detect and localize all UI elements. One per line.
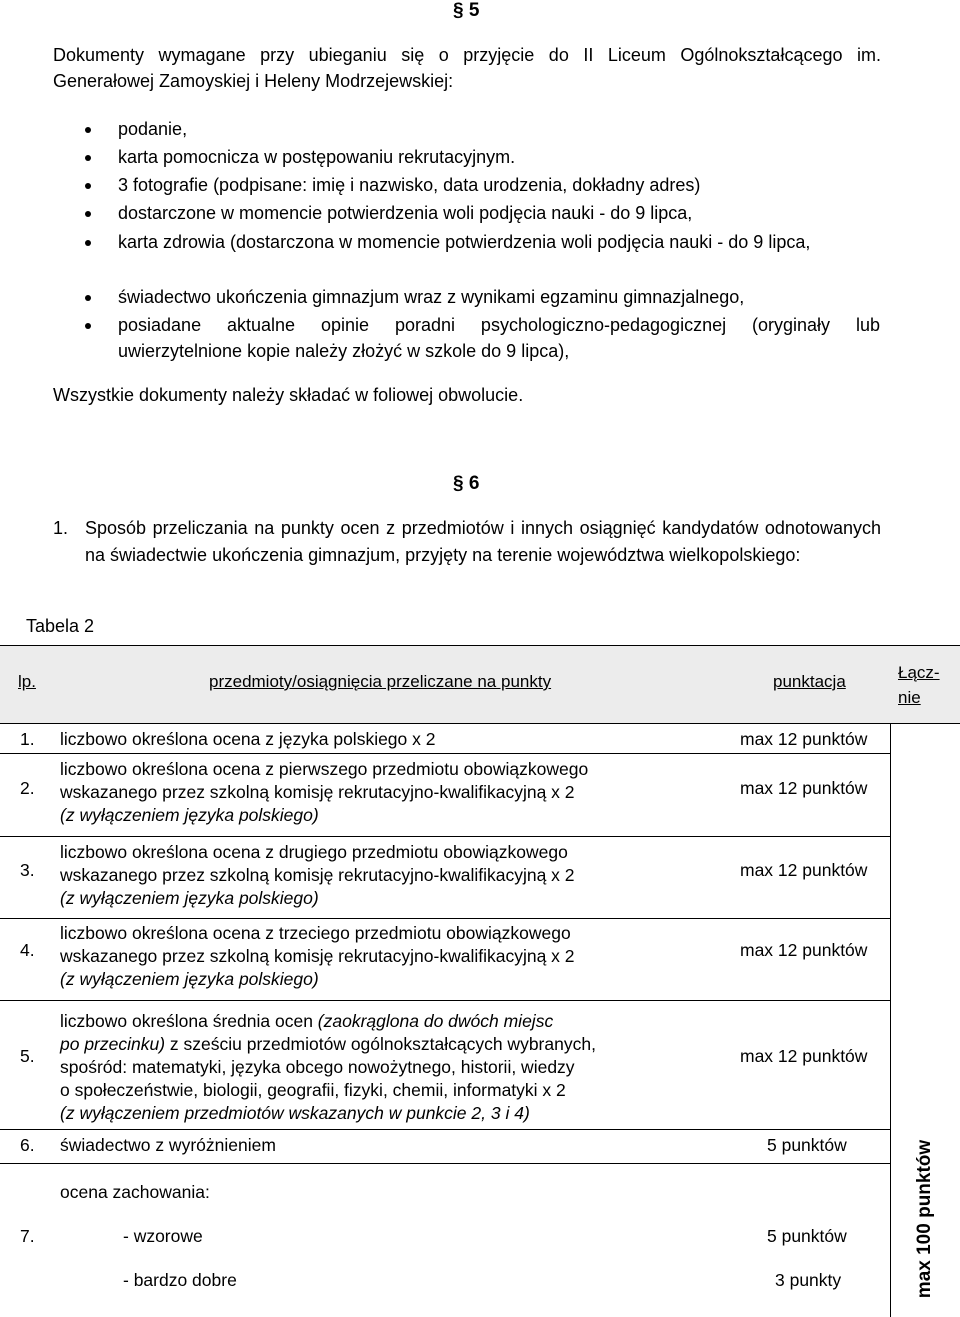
row-number: 6. xyxy=(20,1135,35,1155)
row-text-line: liczbowo określona ocena z pierwszego przedmiotu obowiązkowego xyxy=(60,759,589,779)
row-text-line: wskazanego przez szkolną komisję rekrutacyjno-kwalifikacyjną x 2 xyxy=(60,946,575,966)
row-text: świadectwo z wyróżnieniem xyxy=(60,1135,276,1155)
row-text: liczbowo określona ocena z języka polskiego x 2 xyxy=(60,729,436,749)
row-text-part: po przecinku) xyxy=(60,1034,166,1054)
row-text-line: o społeczeństwie, biologii, geografii, fizyki, chemii, informatyki x 2 xyxy=(60,1080,566,1100)
header-total-line: nie xyxy=(898,688,921,707)
point-text: Sposób przeliczania na punkty ocen z przedmiotów i innych osiągnięć kandydatów odnotowanych na świadectwie ukończenia gimnazjum, przyjęty na terenie województwa wielkopolskiego: xyxy=(85,518,881,565)
row-divider xyxy=(0,836,890,837)
row-points: max 12 punktów xyxy=(740,729,868,749)
row-text xyxy=(60,1010,596,1125)
table-caption: Tabela 2 xyxy=(26,616,95,636)
row-text-line: (z wyłączeniem języka polskiego) xyxy=(60,805,319,825)
row-number: 1. xyxy=(20,729,35,749)
header-subjects: przedmioty/osiągnięcia przeliczane na punkty xyxy=(209,672,552,691)
row-divider xyxy=(0,918,890,919)
row-text-part: z sześciu przedmiotów ogólnokształcących wybranych, xyxy=(165,1034,596,1054)
document-item: 3 fotografie (podpisane: imię i nazwisko, data urodzenia, dokładny adres) xyxy=(118,175,701,195)
row-points: max 12 punktów xyxy=(740,940,868,960)
section-6-heading: § 6 xyxy=(453,473,480,494)
section-5-closing: Wszystkie dokumenty należy składać w foliowej obwolucie. xyxy=(53,385,524,405)
bullet-icon xyxy=(85,323,91,329)
row-points: 5 punktów xyxy=(767,1135,847,1155)
header-total xyxy=(898,660,940,710)
point-number: 1. xyxy=(53,518,69,538)
section-5-heading: § 5 xyxy=(453,0,480,21)
table-border xyxy=(0,723,960,724)
row-text xyxy=(60,758,588,827)
row-text xyxy=(60,922,575,991)
row-number: 7. xyxy=(20,1226,35,1246)
row-text-line xyxy=(60,1010,596,1033)
document-item: karta zdrowia (dostarczona w momencie potwierdzenia woli podjęcia nauki - do 9 lipca, xyxy=(118,232,811,252)
row-title: ocena zachowania: xyxy=(60,1182,210,1202)
row-text-line: wskazanego przez szkolną komisję rekrutacyjno-kwalifikacyjną x 2 xyxy=(60,782,575,802)
row-divider xyxy=(0,1129,890,1130)
table-border xyxy=(0,645,960,646)
bullet-icon xyxy=(85,240,91,246)
row-text-line: (z wyłączeniem języka polskiego) xyxy=(60,888,319,908)
row-divider xyxy=(0,1163,890,1164)
row-text-part: liczbowo określona średnia ocen xyxy=(60,1011,318,1031)
row-points: max 12 punktów xyxy=(740,1046,868,1066)
row-points: 5 punktów xyxy=(767,1226,847,1246)
conduct-grade: - bardzo dobre xyxy=(123,1270,237,1290)
document-item: karta pomocnicza w postępowaniu rekrutacyjnym. xyxy=(118,147,516,167)
row-divider xyxy=(0,753,890,754)
row-text-line: liczbowo określona ocena z trzeciego przedmiotu obowiązkowego xyxy=(60,923,571,943)
section-5-intro: Dokumenty wymagane przy ubieganiu się o przyjęcie do II Liceum Ogólnokształcącego im. Generałowej Zamoyskiej i Heleny Modrzejewskiej: xyxy=(53,45,881,91)
header-total-line: Łącz- xyxy=(898,663,940,682)
row-text-line: wskazanego przez szkolną komisję rekrutacyjno-kwalifikacyjną x 2 xyxy=(60,865,575,885)
row-number: 3. xyxy=(20,860,35,880)
bullet-icon xyxy=(85,127,91,133)
row-text-line: (z wyłączeniem przedmiotów wskazanych w punkcie 2, 3 i 4) xyxy=(60,1103,530,1123)
header-lp: lp. xyxy=(18,672,36,691)
row-text-line xyxy=(60,1033,596,1056)
document-item: świadectwo ukończenia gimnazjum wraz z wynikami egzaminu gimnazjalnego, xyxy=(118,287,745,307)
bullet-icon xyxy=(85,155,91,161)
row-text-line: spośród: matematyki, języka obcego nowożytnego, historii, wiedzy xyxy=(60,1057,575,1077)
bullet-icon xyxy=(85,295,91,301)
row-points: max 12 punktów xyxy=(740,778,868,798)
total-points: max 100 punktów xyxy=(914,1139,935,1299)
bullet-icon xyxy=(85,183,91,189)
document-item: podanie, xyxy=(118,119,188,139)
row-number: 4. xyxy=(20,940,35,960)
row-number: 2. xyxy=(20,778,35,798)
table-border xyxy=(890,723,891,1317)
conduct-grade: - wzorowe xyxy=(123,1226,203,1246)
row-text xyxy=(60,841,575,910)
row-divider xyxy=(0,1000,890,1001)
row-text-line: liczbowo określona ocena z drugiego przedmiotu obowiązkowego xyxy=(60,842,568,862)
bullet-icon xyxy=(85,211,91,217)
row-number: 5. xyxy=(20,1046,35,1066)
row-points: max 12 punktów xyxy=(740,860,868,880)
row-text-part: (zaokrąglona do dwóch miejsc xyxy=(317,1011,554,1031)
document-item: posiadane aktualne opinie poradni psychologiczno-pedagogicznej (oryginały lub uwierzytelnione kopie należy złożyć w szkole do 9 lipca), xyxy=(118,315,880,361)
document-item: dostarczone w momencie potwierdzenia woli podjęcia nauki - do 9 lipca, xyxy=(118,203,693,223)
row-text-line: (z wyłączeniem języka polskiego) xyxy=(60,969,319,989)
row-points: 3 punkty xyxy=(775,1270,842,1290)
header-points: punktacja xyxy=(773,672,846,691)
